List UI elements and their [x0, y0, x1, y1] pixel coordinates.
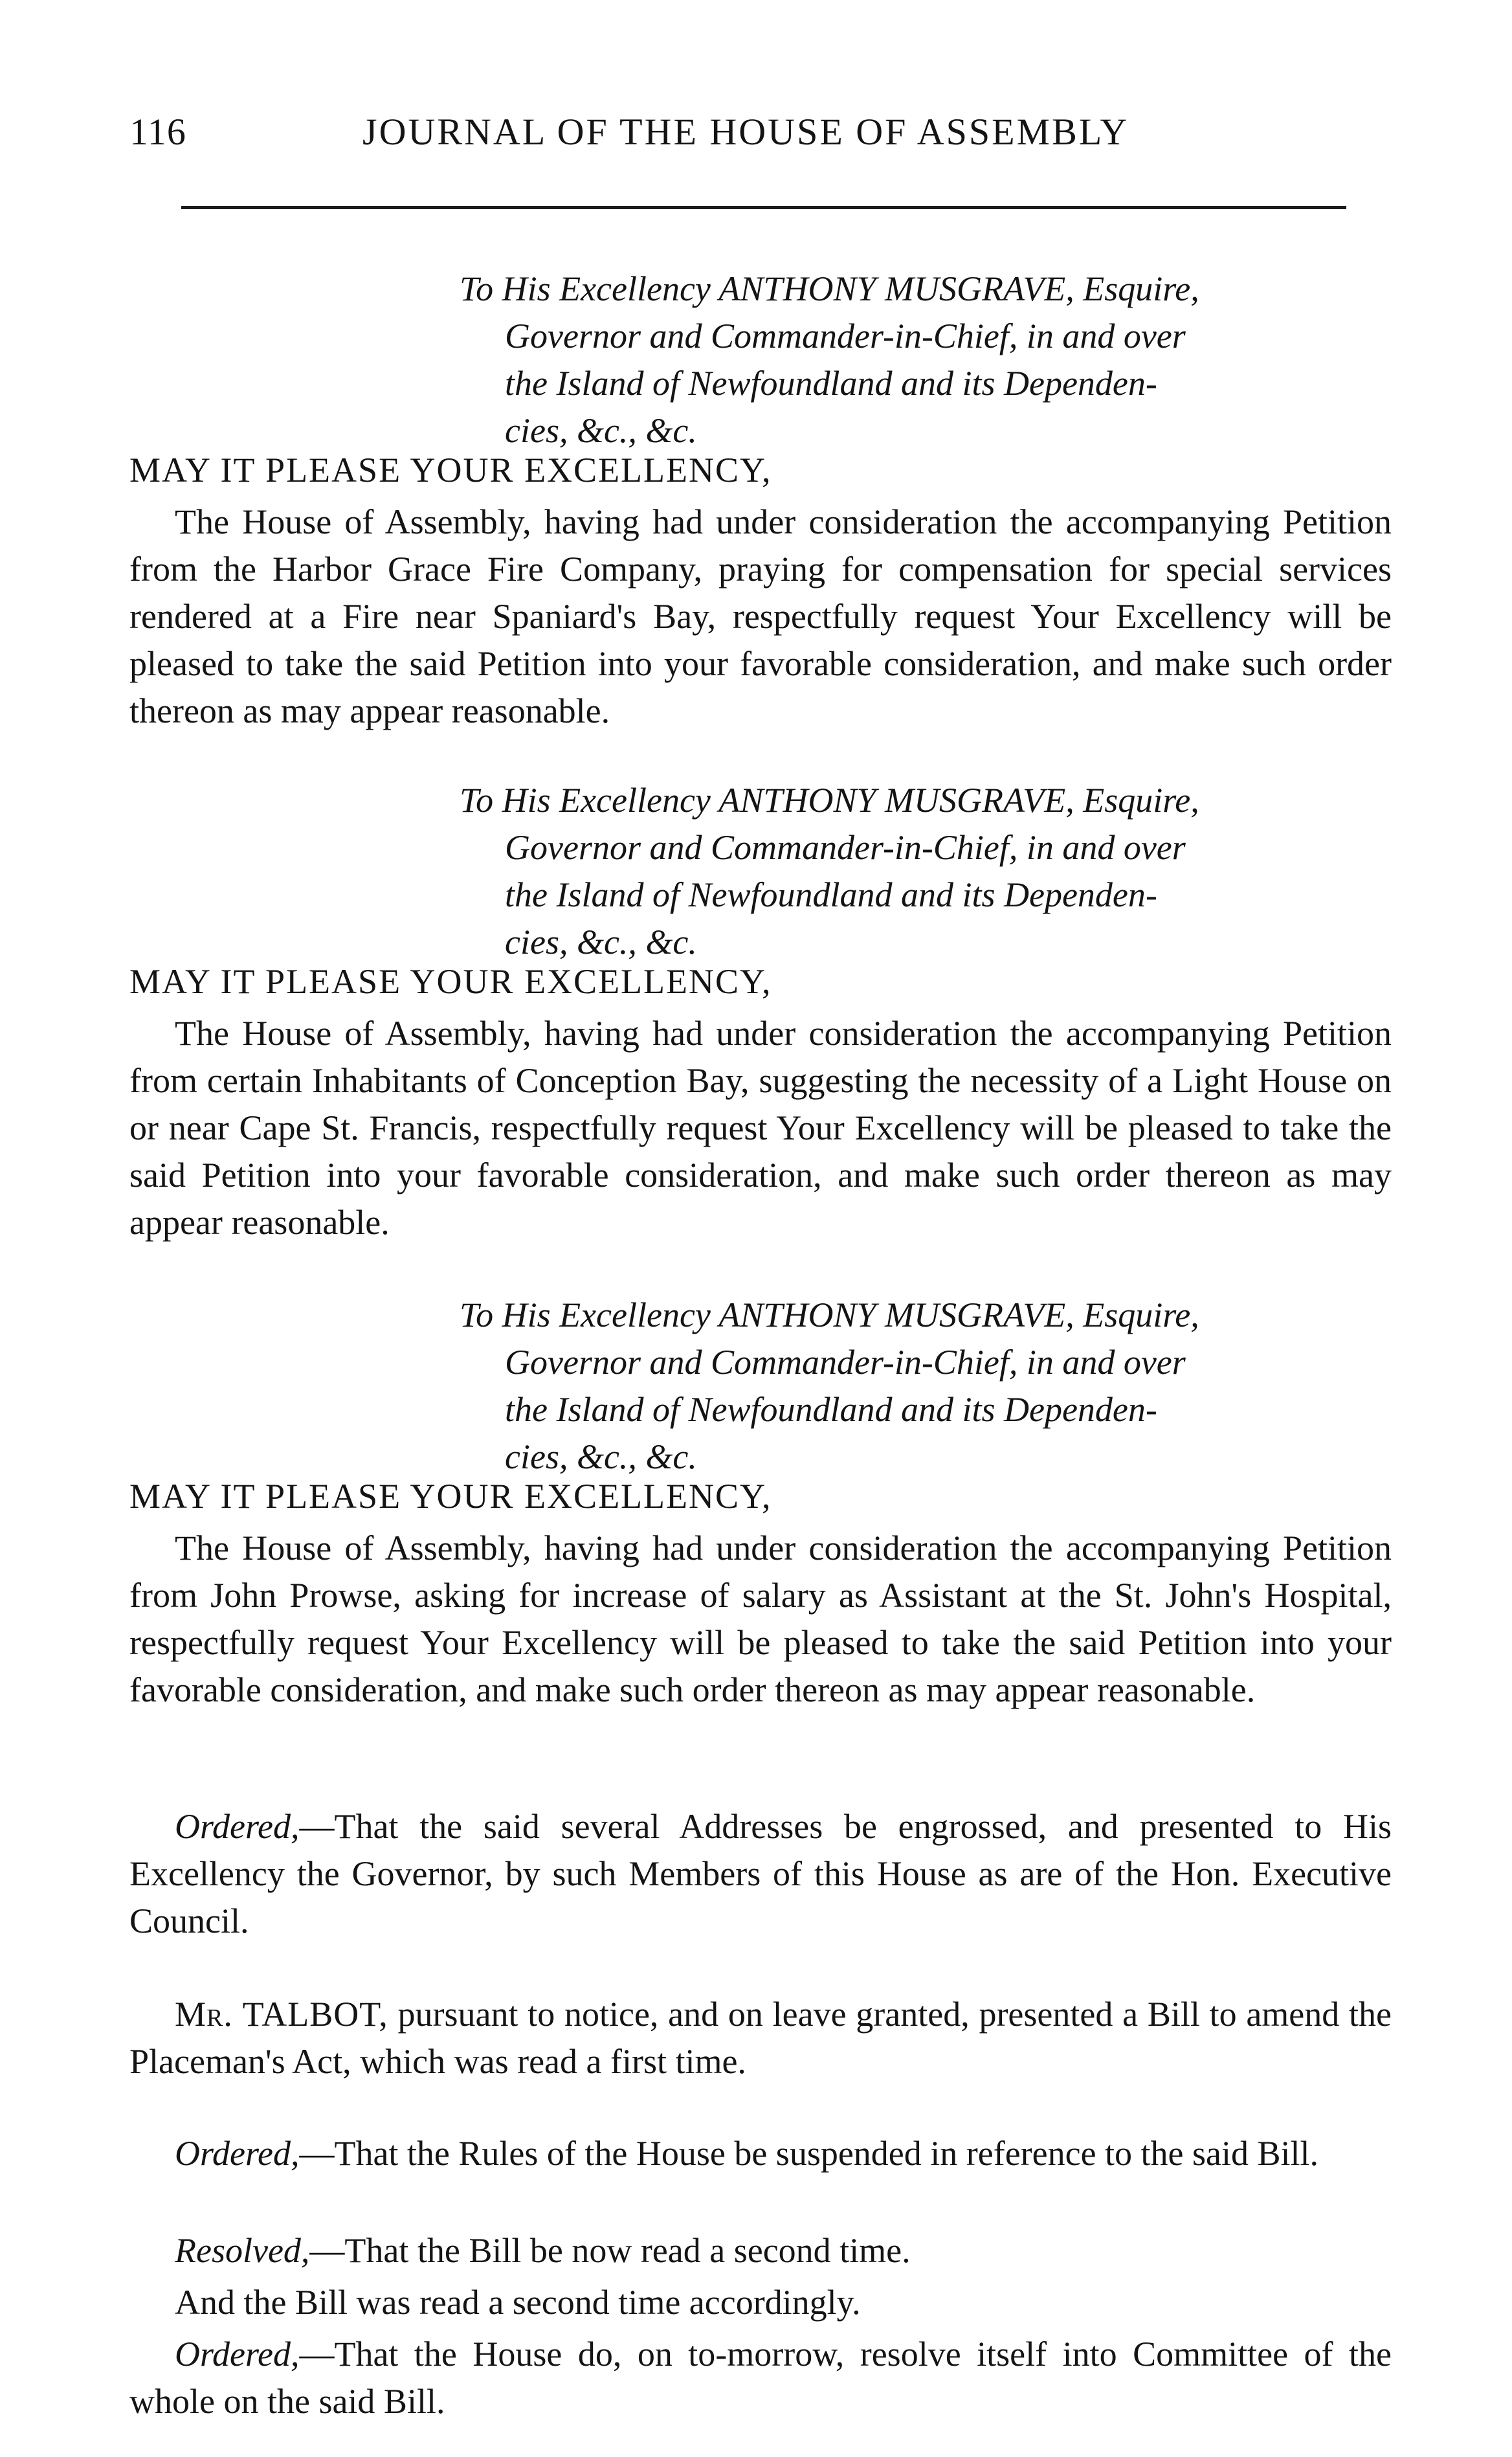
salutation-3: MAY IT PLEASE YOUR EXCELLENCY, — [129, 1477, 772, 1516]
running-title: JOURNAL OF THE HOUSE OF ASSEMBLY — [362, 111, 1129, 153]
address-line: cies, &c., &c. — [505, 1437, 697, 1476]
address-line: Governor and Commander-in-Chief, in and over — [505, 1343, 1186, 1382]
proceeding-ordered-committee — [129, 2331, 1392, 2425]
proceeding-lead: Mr. TALBOT, — [175, 1995, 388, 2034]
proceeding-text: And the Bill was read a second time accordingly. — [175, 2283, 861, 2322]
address-line: the Island of Newfoundland and its Dependen- — [505, 1390, 1157, 1429]
proceeding-resolved — [129, 2227, 1392, 2274]
proceeding-text: —That the Bill be now read a second time. — [309, 2231, 911, 2270]
proceeding-text: —That the said several Addresses be engrossed, and presented to His Excellency the Governor, by such Members of this House as are of the Hon. Executive Council. — [129, 1807, 1392, 1940]
proceeding-lead: Ordered, — [175, 1807, 300, 1846]
proceeding-lead: Ordered, — [175, 2335, 300, 2373]
salutation-1: MAY IT PLEASE YOUR EXCELLENCY, — [129, 451, 772, 489]
page-header — [129, 97, 1392, 175]
proceeding-ordered-rules — [129, 2130, 1392, 2177]
address-line: cies, &c., &c. — [505, 923, 697, 961]
address-line: the Island of Newfoundland and its Dependen- — [505, 875, 1157, 914]
journal-page — [129, 97, 1392, 2421]
address-line: To His Excellency ANTHONY MUSGRAVE, Esquire, — [460, 1296, 1199, 1334]
address-heading-1 — [460, 265, 1333, 454]
address-line: To His Excellency ANTHONY MUSGRAVE, Esquire, — [460, 781, 1199, 820]
proceeding-ordered-engrossed — [129, 1803, 1392, 1945]
proceeding-lead: Ordered, — [175, 2134, 300, 2173]
proceeding-talbot-bill — [129, 1991, 1392, 2085]
proceeding-text: —That the House do, on to-morrow, resolve itself into Committee of the whole on the said Bill. — [129, 2335, 1392, 2421]
address-heading-2 — [460, 777, 1333, 966]
proceeding-lead: Resolved, — [175, 2231, 310, 2270]
address-line: the Island of Newfoundland and its Dependen- — [505, 364, 1157, 403]
address-line: Governor and Commander-in-Chief, in and over — [505, 317, 1186, 355]
address-line: To His Excellency ANTHONY MUSGRAVE, Esquire, — [460, 269, 1199, 308]
page-number: 116 — [129, 111, 186, 153]
salutation-2: MAY IT PLEASE YOUR EXCELLENCY, — [129, 962, 772, 1001]
address-body-1: The House of Assembly, having had under consideration the accompanying Petition from the Harbor Grace Fire Company, praying for compensation for special services rendered at a Fire near Spaniard's Bay, respectfully request Your Excellency will be pleased to take the said Petition into your favorable consideration, and make such order thereon as may appear reasonable. — [129, 502, 1392, 730]
address-line: cies, &c., &c. — [505, 411, 697, 450]
address-heading-3 — [460, 1292, 1333, 1481]
address-body-2: The House of Assembly, having had under consideration the accompanying Petition from certain Inhabitants of Conception Bay, suggesting the necessity of a Light House on or near Cape St. Francis, respectfully request Your Excellency will be pleased to take the said Petition into your favorable consideration, and make such order thereon as may appear reasonable. — [129, 1014, 1392, 1242]
proceeding-text: pursuant to notice, and on leave granted, presented a Bill to amend the Placeman's Act, which was read a first time. — [129, 1995, 1392, 2081]
proceeding-second-reading — [129, 2279, 1392, 2326]
header-rule — [181, 206, 1346, 209]
address-line: Governor and Commander-in-Chief, in and over — [505, 828, 1186, 867]
address-body-3: The House of Assembly, having had under consideration the accompanying Petition from John Prowse, asking for increase of salary as Assistant at the St. John's Hospital, respectfully request Your Excellency will be pleased to take the said Petition into your favorable consideration, and make such order thereon as may appear reasonable. — [129, 1529, 1392, 1709]
proceeding-text: —That the Rules of the House be suspended in reference to the said Bill. — [299, 2134, 1319, 2173]
